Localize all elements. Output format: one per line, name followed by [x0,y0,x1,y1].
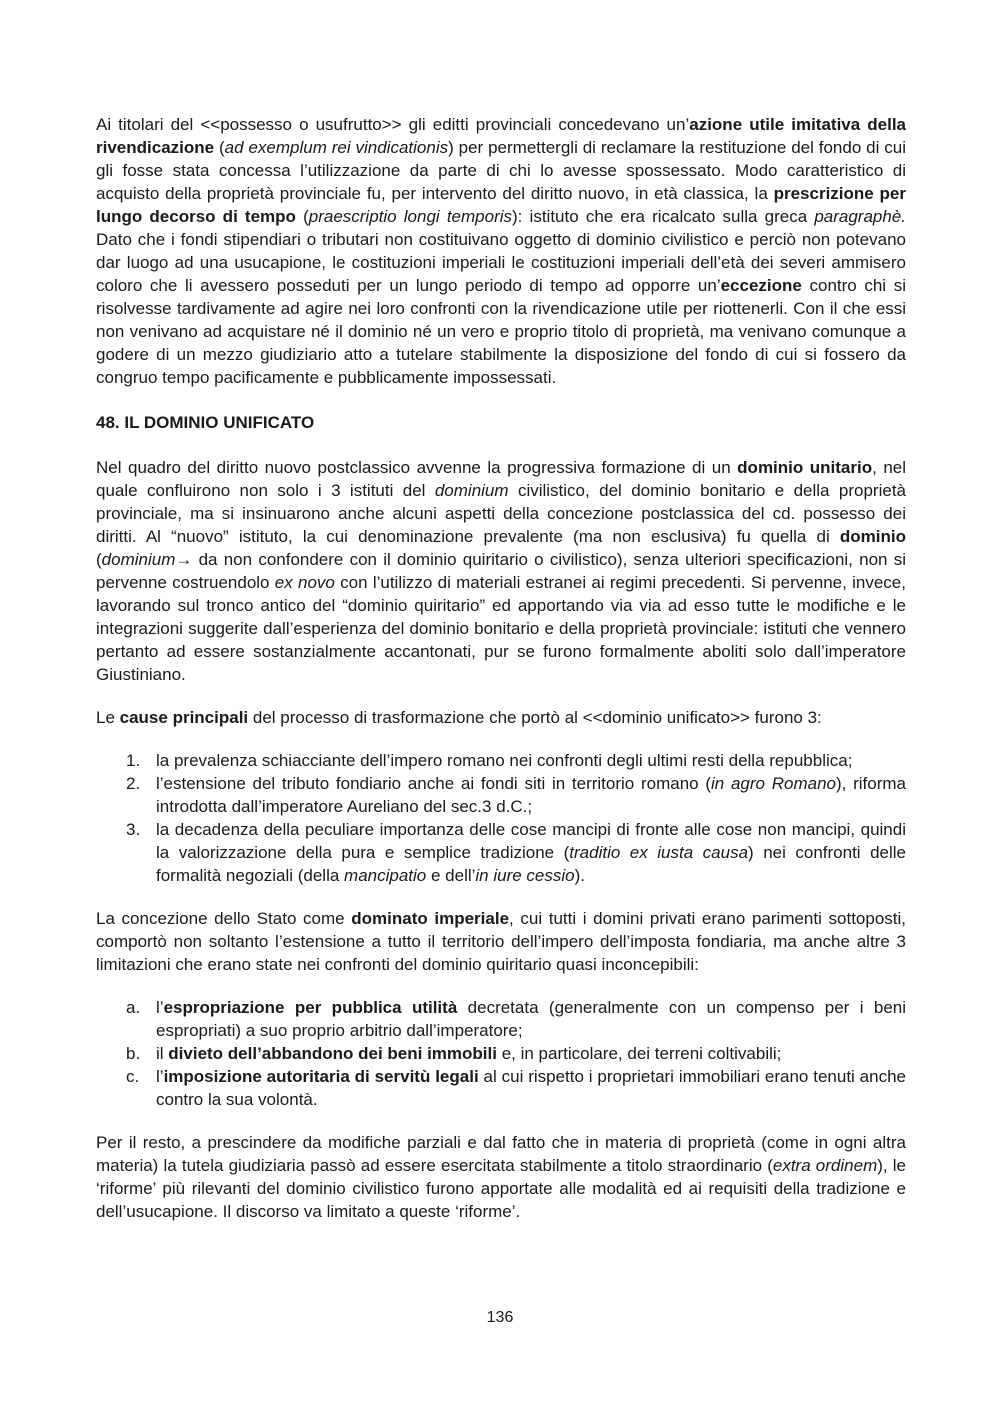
bold-term: cause principali [119,708,249,727]
numbered-list-causes [96,749,906,887]
bold-term: dominato imperiale [351,909,510,928]
text-run: , cui tutti i domini privati erano parimenti sottoposti, comportò non soltanto l’estensione a tutto il territorio dell’impero dell’imposta fondiaria, ma anche altre 3 limitazioni che erano state nei confronti del dominio quiritario quasi inconcepibili: [96,909,907,974]
text-run: con l’utilizzo di materiali estranei ai regimi precedenti. Si pervenne, invece, lavorando sul tronco antico del “dominio quiritario” ed apportando via via ad esso tutte le modifiche e le integrazioni suggerite dall’esperienza del dominio bonitario e della proprietà provinciale: istituti che vennero pertanto ad essere sostanzialmente accantonati, pur se furono formalmente aboliti solo dall’imperatore Giustiniano. [96,573,906,684]
text-run: contro chi si risolvesse tardivamente ad agire nei loro confronti con la rivendicazione utile per riottenerli. Con il che essi non venivano ad acquistare né il dominio né un vero e proprio titolo di proprietà, ma venivano comunque a godere di un mezzo giudiziario atto a tutelare stabilmente la disposizione del fondo di cui si fossero da congruo tempo pacificamente e pubblicamente impossessati. [96,276,906,387]
text-run: Dato che i fondi stipendiari o tributari non costituivano oggetto di dominio civilistico e perciò non potevano dar luogo ad una usucapione, le costituzioni imperiali le costituzioni imperiali dell’età dei severi ammisero coloro che li avessero posseduti per un lungo periodo di tempo ad opporre un’ [96,230,906,295]
text-run: ): istituto che era ricalcato sulla greca [512,207,815,226]
text-run: l’ [156,998,164,1017]
latin-term: in agro Romano [711,774,836,793]
text-run: Per il resto, a prescindere da modifiche parziali e dal fatto che in materia di proprietà (come in ogni altra materia) la tutela giudiziaria passò ad essere esercitata stabilmente a titolo straordinario ( [96,1133,906,1175]
latin-term: in iure cessio [475,866,575,885]
list-marker: 2. [126,774,141,793]
text-run: del processo di trasformazione che portò al <<dominio unificato>> furono 3: [248,708,822,727]
text-run: ( [96,550,102,569]
list-item [96,818,906,887]
text-run: ( [295,207,309,226]
text-run: La concezione dello Stato come [96,909,352,928]
list-marker: c. [126,1067,140,1086]
text-run: e dell’ [426,866,476,885]
paragraph-imperial-dominate [96,907,906,976]
list-item [96,996,906,1042]
text-run: ( [214,138,225,157]
latin-term: dominium→ [101,550,193,569]
paragraph-reforms [96,1131,906,1223]
text-run: la decadenza della peculiare importanza delle cose mancipi di fronte alle cose non mancipi, quindi la valorizzazione della pura e semplice tradizione ( [156,820,906,862]
text-run: ) nei confronti delle formalità negoziali (della [156,843,906,885]
text-run: Ai titolari del <<possesso o usufrutto>> gli editti provinciali concedevano un’ [96,115,690,134]
text-run: , nel quale confluirono non solo i 3 istituti del [96,458,907,500]
text-run: Le [96,708,120,727]
text-run: da non confondere con il dominio quiritario o civilistico), senza ulteriori specificazioni, non si pervenne costruendolo [96,550,906,592]
text-run: l’ [156,1067,164,1086]
text-run: ) per permettergli di reclamare la restituzione del fondo di cui gli fosse stata concessa l’utilizzazione da parte di chi lo avesse spossessato. Modo caratteristico di acquisto della proprietà provinciale fu, per intervento del diritto nuovo, in età classica, la [96,138,907,203]
section-heading: 48. IL DOMINIO UNIFICATO [96,413,315,432]
text-run: ), riforma introdotta dall’imperatore Aureliano del sec.3 d.C.; [156,774,907,816]
text-run: civilistico, del dominio bonitario e della proprietà provinciale, ma si insinuarono anche alcuni aspetti della concezione postclassica del cd. possesso dei diritti. Al “nuovo” istituto, la cui denominazione prevalente (ma non esclusiva) fu quella di [96,481,906,546]
bold-term: dominio [839,527,906,546]
paragraph-unified-dominion [96,456,906,686]
list-marker: a. [126,998,141,1017]
text-run: ). [574,866,586,885]
latin-term: ex novo [274,573,335,592]
text-run: la prevalenza schiacciante dell’impero romano nei confronti degli ultimi resti della repubblica; [156,751,853,770]
latin-term: extra ordinem [772,1156,878,1175]
page-number: 136 [486,1309,514,1326]
latin-term: traditio ex iusta causa [569,843,749,862]
list-marker: b. [126,1044,141,1063]
greek-term: paragraphè. [814,207,906,226]
text-run: l’estensione del tributo fondiario anche ai fondi siti in territorio romano ( [156,774,712,793]
list-marker: 1. [126,751,141,770]
text-run: al cui rispetto i proprietari immobiliari erano tenuti anche contro la sua volontà. [156,1067,906,1109]
list-marker: 3. [126,820,141,839]
paragraph-provincial-property [96,113,906,389]
latin-term: dominium [434,481,509,500]
text-run: ), le ‘riforme’ più rilevanti del dominio civilistico furono apportate alle modalità ed ai requisiti della tradizione e dell’usucapione. Il discorso va limitato a queste ‘riforme’. [96,1156,906,1221]
bold-term: imposizione autoritaria di servitù legali [163,1067,479,1086]
latin-term: praescriptio longi temporis [308,207,513,226]
text-run: decretata (generalmente con un compenso per i beni espropriati) a suo proprio arbitrio dall’imperatore; [156,998,907,1040]
bold-term: dominio unitario [737,458,873,477]
bold-term: prescrizione per lungo decorso di tempo [96,184,907,226]
latin-term: ad exemplum rei vindicationis [224,138,449,157]
bold-term: espropriazione per pubblica utilità [163,998,458,1017]
list-item [96,749,906,772]
text-run: e, in particolare, dei terreni coltivabili; [496,1044,782,1063]
bold-term: divieto dell’abbandono dei beni immobili [168,1044,497,1063]
bold-term: azione utile imitativa della rivendicazione [96,115,906,157]
page-body [96,113,906,1243]
list-item [96,1065,906,1111]
bold-term: eccezione [720,276,802,295]
latin-term: mancipatio [344,866,427,885]
list-item [96,772,906,818]
paragraph-main-causes [96,706,906,729]
text-run: Nel quadro del diritto nuovo postclassico avvenne la progressiva formazione di un [96,458,738,477]
list-item [96,1042,906,1065]
lettered-list-limitations [96,996,906,1111]
text-run: il [156,1044,169,1063]
